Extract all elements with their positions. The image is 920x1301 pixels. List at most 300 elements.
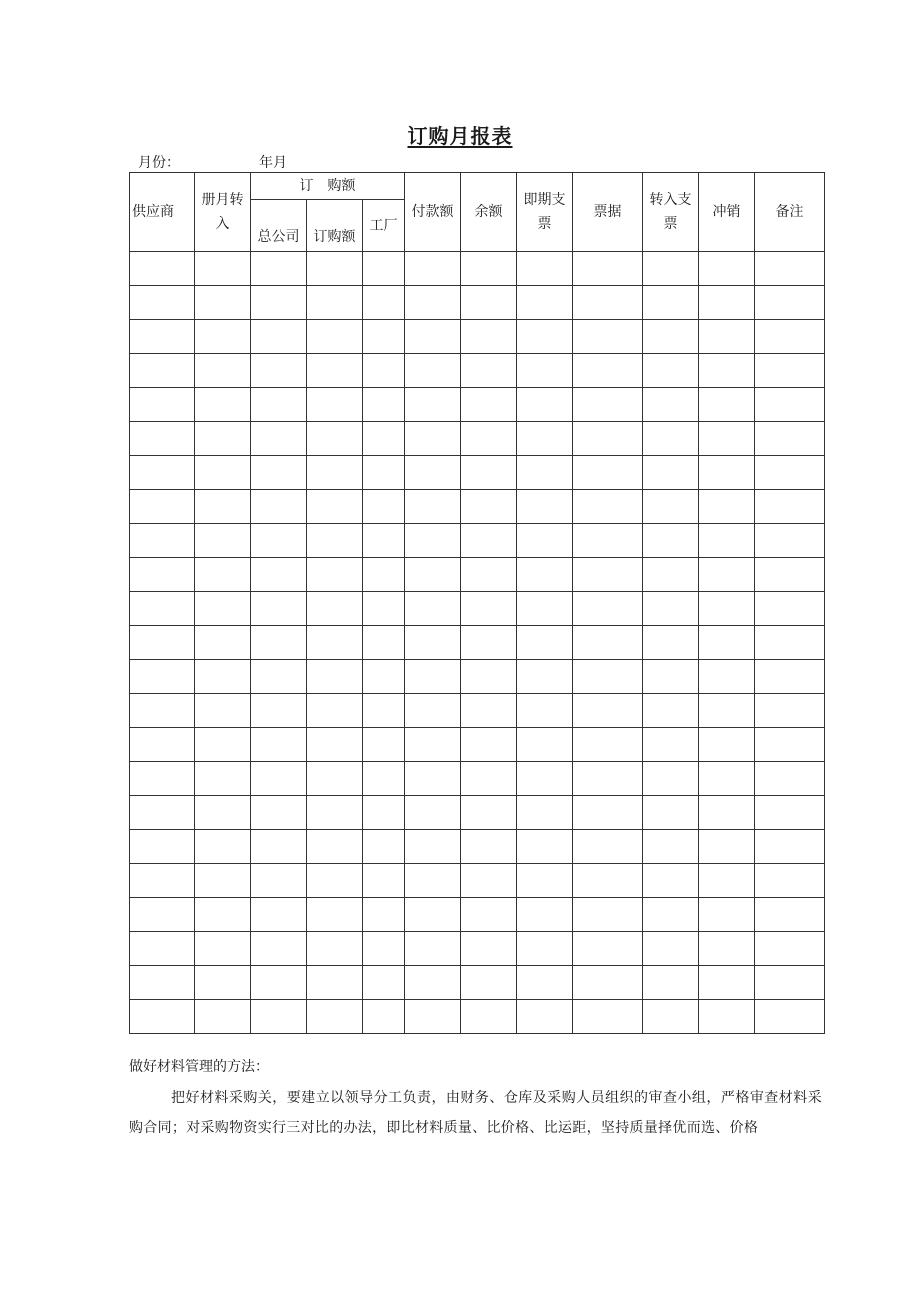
table-cell[interactable] <box>251 422 307 456</box>
table-cell[interactable] <box>699 286 755 320</box>
table-cell[interactable] <box>573 660 643 694</box>
table-cell[interactable] <box>461 660 517 694</box>
table-cell[interactable] <box>643 422 699 456</box>
table-cell[interactable] <box>573 320 643 354</box>
table-cell[interactable] <box>461 524 517 558</box>
table-row <box>130 524 825 558</box>
table-cell[interactable] <box>307 864 363 898</box>
table-cell[interactable] <box>461 796 517 830</box>
table-cell[interactable] <box>755 898 825 932</box>
table-cell[interactable] <box>363 932 405 966</box>
table-cell[interactable] <box>461 422 517 456</box>
table-cell[interactable] <box>699 490 755 524</box>
table-cell[interactable] <box>517 694 573 728</box>
table-cell[interactable] <box>251 558 307 592</box>
table-cell[interactable] <box>130 796 195 830</box>
table-cell[interactable] <box>307 898 363 932</box>
table-cell[interactable] <box>573 762 643 796</box>
table-cell[interactable] <box>461 388 517 422</box>
table-cell[interactable] <box>699 864 755 898</box>
table-cell[interactable] <box>643 354 699 388</box>
table-cell[interactable] <box>573 932 643 966</box>
table-cell[interactable] <box>363 762 405 796</box>
table-cell[interactable] <box>405 252 461 286</box>
table-cell[interactable] <box>307 524 363 558</box>
table-cell[interactable] <box>251 830 307 864</box>
table-cell[interactable] <box>755 286 825 320</box>
table-cell[interactable] <box>130 660 195 694</box>
table-cell[interactable] <box>517 728 573 762</box>
table-cell[interactable] <box>307 388 363 422</box>
table-cell[interactable] <box>699 558 755 592</box>
table-cell[interactable] <box>573 422 643 456</box>
table-cell[interactable] <box>517 592 573 626</box>
table-cell[interactable] <box>405 762 461 796</box>
table-cell[interactable] <box>251 456 307 490</box>
table-cell[interactable] <box>130 1000 195 1034</box>
table-cell[interactable] <box>363 966 405 1000</box>
table-cell[interactable] <box>755 830 825 864</box>
table-cell[interactable] <box>699 626 755 660</box>
table-cell[interactable] <box>195 490 251 524</box>
month-unit-label: 年月 <box>259 155 287 171</box>
table-cell[interactable] <box>643 320 699 354</box>
table-cell[interactable] <box>251 524 307 558</box>
table-cell[interactable] <box>130 728 195 762</box>
table-cell[interactable] <box>195 524 251 558</box>
table-cell[interactable] <box>363 354 405 388</box>
table-cell[interactable] <box>195 762 251 796</box>
table-cell[interactable] <box>363 592 405 626</box>
order-report-table <box>129 172 825 1034</box>
table-cell[interactable] <box>195 388 251 422</box>
table-cell[interactable] <box>307 966 363 1000</box>
table-cell[interactable] <box>517 898 573 932</box>
table-cell[interactable] <box>461 966 517 1000</box>
table-cell[interactable] <box>755 626 825 660</box>
table-cell[interactable] <box>405 490 461 524</box>
table-cell[interactable] <box>461 354 517 388</box>
table-cell[interactable] <box>573 728 643 762</box>
table-cell[interactable] <box>755 966 825 1000</box>
table-cell[interactable] <box>363 286 405 320</box>
header-factory: 工厂 <box>363 200 405 252</box>
table-cell[interactable] <box>517 558 573 592</box>
table-cell[interactable] <box>699 932 755 966</box>
table-cell[interactable] <box>643 490 699 524</box>
table-cell[interactable] <box>755 592 825 626</box>
table-cell[interactable] <box>130 592 195 626</box>
table-cell[interactable] <box>195 1000 251 1034</box>
table-cell[interactable] <box>251 694 307 728</box>
table-cell[interactable] <box>195 456 251 490</box>
table-cell[interactable] <box>195 898 251 932</box>
table-row <box>130 694 825 728</box>
table-cell[interactable] <box>755 252 825 286</box>
table-row <box>130 592 825 626</box>
table-cell[interactable] <box>643 626 699 660</box>
table-cell[interactable] <box>405 830 461 864</box>
table-cell[interactable] <box>573 354 643 388</box>
table-cell[interactable] <box>251 796 307 830</box>
table-cell[interactable] <box>307 354 363 388</box>
table-cell[interactable] <box>405 966 461 1000</box>
table-cell[interactable] <box>405 660 461 694</box>
table-cell[interactable] <box>573 966 643 1000</box>
table-cell[interactable] <box>405 626 461 660</box>
table-cell[interactable] <box>130 966 195 1000</box>
table-cell[interactable] <box>517 252 573 286</box>
table-cell[interactable] <box>699 966 755 1000</box>
table-cell[interactable] <box>195 830 251 864</box>
table-cell[interactable] <box>195 422 251 456</box>
table-cell[interactable] <box>573 796 643 830</box>
table-cell[interactable] <box>573 898 643 932</box>
table-cell[interactable] <box>195 626 251 660</box>
table-cell[interactable] <box>130 422 195 456</box>
table-cell[interactable] <box>573 830 643 864</box>
table-cell[interactable] <box>461 932 517 966</box>
table-cell[interactable] <box>517 354 573 388</box>
table-cell[interactable] <box>699 592 755 626</box>
table-row <box>130 626 825 660</box>
table-cell[interactable] <box>307 558 363 592</box>
table-cell[interactable] <box>643 1000 699 1034</box>
table-cell[interactable] <box>461 626 517 660</box>
table-cell[interactable] <box>363 456 405 490</box>
table-cell[interactable] <box>405 456 461 490</box>
table-cell[interactable] <box>195 796 251 830</box>
table-cell[interactable] <box>195 660 251 694</box>
table-cell[interactable] <box>573 1000 643 1034</box>
table-cell[interactable] <box>755 388 825 422</box>
header-head-office: 总公司 <box>251 200 307 252</box>
table-cell[interactable] <box>307 660 363 694</box>
table-cell[interactable] <box>573 456 643 490</box>
table-cell[interactable] <box>755 762 825 796</box>
table-cell[interactable] <box>517 422 573 456</box>
table-cell[interactable] <box>251 864 307 898</box>
table-cell[interactable] <box>699 388 755 422</box>
table-cell[interactable] <box>363 898 405 932</box>
table-cell[interactable] <box>461 592 517 626</box>
table-cell[interactable] <box>461 558 517 592</box>
table-cell[interactable] <box>517 626 573 660</box>
table-row <box>130 830 825 864</box>
table-cell[interactable] <box>573 626 643 660</box>
table-cell[interactable] <box>405 320 461 354</box>
table-cell[interactable] <box>195 252 251 286</box>
table-cell[interactable] <box>130 762 195 796</box>
table-cell[interactable] <box>699 830 755 864</box>
table-cell[interactable] <box>573 864 643 898</box>
table-cell[interactable] <box>363 728 405 762</box>
table-row <box>130 286 825 320</box>
table-cell[interactable] <box>699 728 755 762</box>
table-cell[interactable] <box>461 830 517 864</box>
table-cell[interactable] <box>195 864 251 898</box>
table-cell[interactable] <box>195 728 251 762</box>
table-cell[interactable] <box>307 1000 363 1034</box>
table-cell[interactable] <box>755 796 825 830</box>
table-cell[interactable] <box>699 796 755 830</box>
table-cell[interactable] <box>251 252 307 286</box>
table-row <box>130 422 825 456</box>
table-cell[interactable] <box>643 898 699 932</box>
table-cell[interactable] <box>405 524 461 558</box>
table-cell[interactable] <box>643 252 699 286</box>
table-cell[interactable] <box>130 354 195 388</box>
table-cell[interactable] <box>130 830 195 864</box>
table-cell[interactable] <box>755 1000 825 1034</box>
table-cell[interactable] <box>405 796 461 830</box>
table-cell[interactable] <box>755 422 825 456</box>
table-cell[interactable] <box>517 932 573 966</box>
table-cell[interactable] <box>130 898 195 932</box>
table-cell[interactable] <box>755 558 825 592</box>
table-cell[interactable] <box>130 320 195 354</box>
table-cell[interactable] <box>755 728 825 762</box>
table-cell[interactable] <box>405 388 461 422</box>
table-cell[interactable] <box>130 286 195 320</box>
table-cell[interactable] <box>755 864 825 898</box>
table-cell[interactable] <box>461 694 517 728</box>
table-cell[interactable] <box>195 592 251 626</box>
table-cell[interactable] <box>251 932 307 966</box>
table-cell[interactable] <box>251 354 307 388</box>
table-cell[interactable] <box>251 286 307 320</box>
table-row <box>130 966 825 1000</box>
table-cell[interactable] <box>405 592 461 626</box>
table-row <box>130 898 825 932</box>
table-row <box>130 660 825 694</box>
table-cell[interactable] <box>307 762 363 796</box>
table-cell[interactable] <box>251 626 307 660</box>
table-cell[interactable] <box>699 320 755 354</box>
table-cell[interactable] <box>251 490 307 524</box>
table-cell[interactable] <box>363 252 405 286</box>
table-cell[interactable] <box>251 388 307 422</box>
table-cell[interactable] <box>405 728 461 762</box>
month-label: 月份： <box>138 155 180 171</box>
table-cell[interactable] <box>307 592 363 626</box>
table-cell[interactable] <box>363 524 405 558</box>
table-cell[interactable] <box>307 932 363 966</box>
table-row <box>130 932 825 966</box>
table-cell[interactable] <box>517 1000 573 1034</box>
table-cell[interactable] <box>517 796 573 830</box>
table-cell[interactable] <box>573 252 643 286</box>
table-cell[interactable] <box>699 422 755 456</box>
table-cell[interactable] <box>307 286 363 320</box>
table-cell[interactable] <box>251 762 307 796</box>
table-cell[interactable] <box>699 524 755 558</box>
table-cell[interactable] <box>643 524 699 558</box>
table-cell[interactable] <box>699 456 755 490</box>
table-cell[interactable] <box>643 286 699 320</box>
table-cell[interactable] <box>405 422 461 456</box>
table-cell[interactable] <box>307 422 363 456</box>
table-cell[interactable] <box>755 524 825 558</box>
table-cell[interactable] <box>517 864 573 898</box>
table-cell[interactable] <box>573 694 643 728</box>
table-cell[interactable] <box>517 966 573 1000</box>
table-cell[interactable] <box>405 864 461 898</box>
table-cell[interactable] <box>461 728 517 762</box>
table-cell[interactable] <box>643 932 699 966</box>
table-cell[interactable] <box>405 898 461 932</box>
table-cell[interactable] <box>405 932 461 966</box>
header-immediate-check: 即期支票 <box>517 173 573 252</box>
table-cell[interactable] <box>699 252 755 286</box>
table-cell[interactable] <box>307 320 363 354</box>
table-cell[interactable] <box>517 830 573 864</box>
table-cell[interactable] <box>363 320 405 354</box>
table-cell[interactable] <box>130 694 195 728</box>
table-cell[interactable] <box>643 694 699 728</box>
table-cell[interactable] <box>363 660 405 694</box>
table-cell[interactable] <box>643 592 699 626</box>
table-cell[interactable] <box>699 898 755 932</box>
table-row <box>130 354 825 388</box>
table-cell[interactable] <box>130 524 195 558</box>
table-row <box>130 252 825 286</box>
table-cell[interactable] <box>130 490 195 524</box>
table-cell[interactable] <box>643 558 699 592</box>
table-cell[interactable] <box>363 796 405 830</box>
table-cell[interactable] <box>363 864 405 898</box>
table-cell[interactable] <box>643 830 699 864</box>
table-cell[interactable] <box>699 694 755 728</box>
table-cell[interactable] <box>517 490 573 524</box>
table-cell[interactable] <box>517 388 573 422</box>
table-cell[interactable] <box>363 626 405 660</box>
header-order-amount: 订购额 <box>307 200 363 252</box>
table-cell[interactable] <box>643 864 699 898</box>
table-cell[interactable] <box>517 762 573 796</box>
table-cell[interactable] <box>461 456 517 490</box>
table-cell[interactable] <box>755 694 825 728</box>
header-remarks: 备注 <box>755 173 825 252</box>
table-cell[interactable] <box>405 694 461 728</box>
table-cell[interactable] <box>130 456 195 490</box>
table-cell[interactable] <box>130 558 195 592</box>
table-cell[interactable] <box>251 898 307 932</box>
table-cell[interactable] <box>307 456 363 490</box>
table-cell[interactable] <box>405 286 461 320</box>
header-payment: 付款额 <box>405 173 461 252</box>
table-cell[interactable] <box>405 354 461 388</box>
table-cell[interactable] <box>461 898 517 932</box>
table-cell[interactable] <box>307 252 363 286</box>
table-cell[interactable] <box>573 524 643 558</box>
table-cell[interactable] <box>405 558 461 592</box>
table-cell[interactable] <box>307 830 363 864</box>
table-cell[interactable] <box>643 966 699 1000</box>
table-cell[interactable] <box>461 490 517 524</box>
table-cell[interactable] <box>195 286 251 320</box>
table-cell[interactable] <box>251 728 307 762</box>
table-cell[interactable] <box>251 966 307 1000</box>
table-cell[interactable] <box>195 354 251 388</box>
table-cell[interactable] <box>195 320 251 354</box>
table-cell[interactable] <box>643 762 699 796</box>
table-cell[interactable] <box>755 490 825 524</box>
table-cell[interactable] <box>699 354 755 388</box>
table-cell[interactable] <box>130 252 195 286</box>
table-row <box>130 320 825 354</box>
table-cell[interactable] <box>307 796 363 830</box>
table-cell[interactable] <box>643 796 699 830</box>
table-cell[interactable] <box>573 592 643 626</box>
table-cell[interactable] <box>573 286 643 320</box>
table-cell[interactable] <box>363 490 405 524</box>
table-cell[interactable] <box>307 728 363 762</box>
table-cell[interactable] <box>251 592 307 626</box>
table-cell[interactable] <box>755 660 825 694</box>
table-cell[interactable] <box>405 1000 461 1034</box>
table-cell[interactable] <box>363 558 405 592</box>
table-cell[interactable] <box>755 354 825 388</box>
table-cell[interactable] <box>755 320 825 354</box>
table-cell[interactable] <box>573 558 643 592</box>
table-cell[interactable] <box>755 932 825 966</box>
table-cell[interactable] <box>363 422 405 456</box>
table-cell[interactable] <box>643 660 699 694</box>
table-cell[interactable] <box>363 830 405 864</box>
table-cell[interactable] <box>755 456 825 490</box>
table-cell[interactable] <box>195 694 251 728</box>
table-cell[interactable] <box>517 320 573 354</box>
table-cell[interactable] <box>517 660 573 694</box>
table-cell[interactable] <box>643 388 699 422</box>
table-cell[interactable] <box>461 1000 517 1034</box>
table-cell[interactable] <box>307 490 363 524</box>
table-cell[interactable] <box>699 1000 755 1034</box>
table-cell[interactable] <box>195 932 251 966</box>
table-cell[interactable] <box>251 320 307 354</box>
table-cell[interactable] <box>130 626 195 660</box>
table-cell[interactable] <box>363 694 405 728</box>
table-cell[interactable] <box>307 626 363 660</box>
table-cell[interactable] <box>130 864 195 898</box>
table-cell[interactable] <box>363 388 405 422</box>
table-cell[interactable] <box>195 558 251 592</box>
table-cell[interactable] <box>130 388 195 422</box>
table-cell[interactable] <box>363 1000 405 1034</box>
table-cell[interactable] <box>517 286 573 320</box>
table-cell[interactable] <box>573 490 643 524</box>
table-cell[interactable] <box>130 932 195 966</box>
table-cell[interactable] <box>643 728 699 762</box>
table-row <box>130 728 825 762</box>
table-cell[interactable] <box>195 966 251 1000</box>
table-cell[interactable] <box>643 456 699 490</box>
table-cell[interactable] <box>461 286 517 320</box>
table-cell[interactable] <box>461 864 517 898</box>
table-cell[interactable] <box>461 762 517 796</box>
table-cell[interactable] <box>251 1000 307 1034</box>
table-cell[interactable] <box>251 660 307 694</box>
table-cell[interactable] <box>307 694 363 728</box>
table-cell[interactable] <box>699 660 755 694</box>
table-cell[interactable] <box>517 524 573 558</box>
table-cell[interactable] <box>573 388 643 422</box>
table-cell[interactable] <box>699 762 755 796</box>
table-cell[interactable] <box>461 252 517 286</box>
table-cell[interactable] <box>461 320 517 354</box>
table-cell[interactable] <box>517 456 573 490</box>
